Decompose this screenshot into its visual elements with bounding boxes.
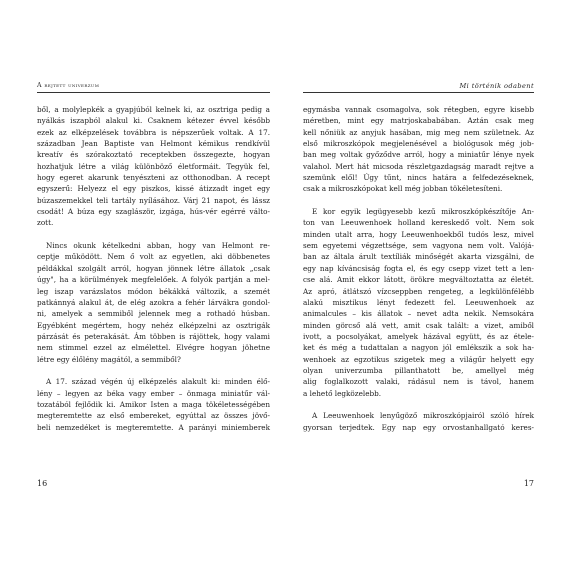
- text-line: ivott, a pocsolyákat, amelyek házával együtt, és az étele-: [303, 331, 534, 341]
- text-line: minden utalt arra, hogy Leeuwenhoekből tudós lesz, mivel: [303, 229, 534, 239]
- text-line: ezek az elképzelések továbbra is népszerűek voltak. A 17.: [37, 127, 270, 137]
- text-line: animalcules – kis állatok – nevet adta nekik. Nemsokára: [303, 309, 534, 319]
- text-line: kreatív és szórakoztató receptekben összegezte, hogyan: [37, 150, 270, 160]
- text-line: nyálkás iszapból alakul ki. Csaknem kétezer évvel később: [37, 116, 270, 126]
- text-line: párzását és peterakását. Ám többen is rájöttek, hogy valami: [37, 331, 270, 341]
- text-line: példákkal szolgált arról, hogyan jönnek létre állatok „csak: [37, 263, 270, 273]
- page-number-right: 17: [523, 479, 534, 488]
- text-line: A Leeuwenhoek lenyűgöző mikroszkópjairól szóló hírek: [312, 411, 534, 421]
- text-line: olyan univerzumba pillanthatott be, amellyel még: [303, 365, 534, 375]
- text-line: tozatából fejlődik ki. Amikor Isten a maga tökéletességében: [37, 399, 270, 409]
- text-line: lény – legyen az béka vagy ember – önmaga miniatűr vál-: [37, 388, 270, 398]
- text-line: kell nőniük az anyjuk hasában, mig meg nem születnek. Az: [303, 127, 534, 137]
- text-line: cse alá. Amit ekkor látott, örökre megváltoztatta az életét.: [303, 275, 534, 285]
- text-line: minden görcső alá vett, amit csak talált: a vizet, amiből: [303, 320, 534, 330]
- text-line: patkánnyá alakul át, de elég azokra a fehér lárvákra gondol-: [37, 297, 270, 307]
- running-header-left: A rejtett univerzum: [37, 82, 100, 89]
- text-line: egyszerű: Helyezz el egy piszkos, kissé átizzadt inget egy: [37, 184, 270, 194]
- text-line: csodát! A búza egy szagláször, izgága, hús-vér egérré válto-: [37, 207, 270, 217]
- body-text-left: [37, 104, 270, 433]
- text-line: leg iszap varázslatos módon békákká változik, a szemét: [37, 286, 270, 296]
- text-line: Az apró, átlátszó vízcseppben rengeteg, a legkülönfélébb: [303, 286, 534, 296]
- text-line: beli nemzedéket is megteremtette. A parányi miniemberek: [37, 422, 270, 432]
- text-line: méretben, mint egy matrjoskababában. Aztán csak meg: [303, 116, 534, 126]
- text-line: wenhoek az egzotikus szigetek meg a világűr helyett egy: [303, 354, 534, 364]
- text-line: században Jean Baptiste van Helmont kémikus rendkívül: [37, 139, 270, 149]
- text-line: megteremtette az első embereket, egyúttal az összes jövő-: [37, 411, 270, 421]
- body-text-right: [303, 104, 534, 433]
- right-page: [285, 0, 570, 570]
- text-line: egy nap kíváncsiság fogta el, és egy csepp vizet tett a len-: [303, 263, 534, 273]
- header-rule-left: [37, 92, 270, 93]
- text-line: úgy", ha a körülmények megfelelőek. A folyók partján a mel-: [37, 275, 270, 285]
- text-line: sem egyetemi végzettsége, sem vagyona nem volt. Valójá-: [303, 241, 534, 251]
- text-line: A 17. század végén új elképzelés alakult ki: minden élő-: [46, 377, 270, 387]
- text-line: gyorsan terjedtek. Egy nap egy orvostanhallgató keres-: [303, 422, 534, 432]
- text-line: zott.: [37, 218, 54, 228]
- text-line: ni, amelyek a semmiből jelennek meg a rothadó húsban.: [37, 309, 270, 319]
- text-line: ton van Leeuwenhoek holland kereskedő volt. Nem sok: [303, 218, 534, 228]
- text-line: ceptje működött. Nem ő volt az egyetlen, aki döbbenetes: [37, 252, 270, 262]
- text-line: ből, a molylepkék a gyapjúból kelnek ki, az osztriga pedig a: [37, 105, 270, 114]
- text-line: hogy egeret akarunk tenyészteni az otthonodban. A recept: [37, 173, 270, 183]
- running-header-right: Mi történik odabent: [459, 82, 534, 90]
- text-line: hozhatjuk létre a világ különböző életformáit. Tegyük fel,: [37, 161, 270, 171]
- text-line: első mikroszkópok megjelenésével a biológusok még job-: [303, 139, 534, 149]
- text-line: nem stimmel ezzel az elmélettel. Elvégre hogyan jöhetne: [37, 343, 270, 353]
- text-line: alig foglalkozott valaki, rádásul nem is távol, hanem: [303, 377, 534, 387]
- page-number-left: 16: [37, 479, 48, 488]
- text-line: valahol. Mert hát micsoda részletgazdagság maradt rejtve a: [303, 161, 534, 171]
- text-line: búzaszemekkel teli tartály nyílásához. Várj 21 napot, és lássz: [37, 195, 270, 205]
- text-line: E kor egyik legügyesebb kezű mikroszkópkészítője An-: [312, 207, 534, 217]
- text-line: létre egy élőlény magától, a semmiből?: [37, 354, 181, 364]
- text-line: ket és még a tudattalan a nagyon jól emlékszik a sok ha-: [303, 343, 534, 353]
- text-line: egymásba vannak csomagolva, sok rétegben, egyre kisebb: [303, 105, 534, 114]
- text-line: csak a mikroszkópokat kell még jobban tökéletesíteni.: [303, 184, 503, 194]
- text-line: ban meg voltak győződve arról, hogy a miniatűr lénye nyek: [303, 150, 534, 160]
- text-line: alakú misztikus lényt fedezett fel. Leeuwenhoek az: [303, 297, 534, 307]
- text-line: ban az általa árult textíliák minőségét akarta vizsgálni, de: [303, 252, 534, 262]
- header-rule-right: [303, 92, 534, 93]
- text-line: szemünk elől! Úgy tűnt, nincs határa a felfedezéseknek,: [303, 173, 534, 183]
- text-line: Nincs okunk kételkedni abban, hogy van Helmont re-: [46, 241, 270, 251]
- text-line: Egyébként megértem, hogy nehéz elképzelni az osztrigák: [37, 320, 270, 330]
- text-line: a lehető legközelebb.: [303, 388, 382, 398]
